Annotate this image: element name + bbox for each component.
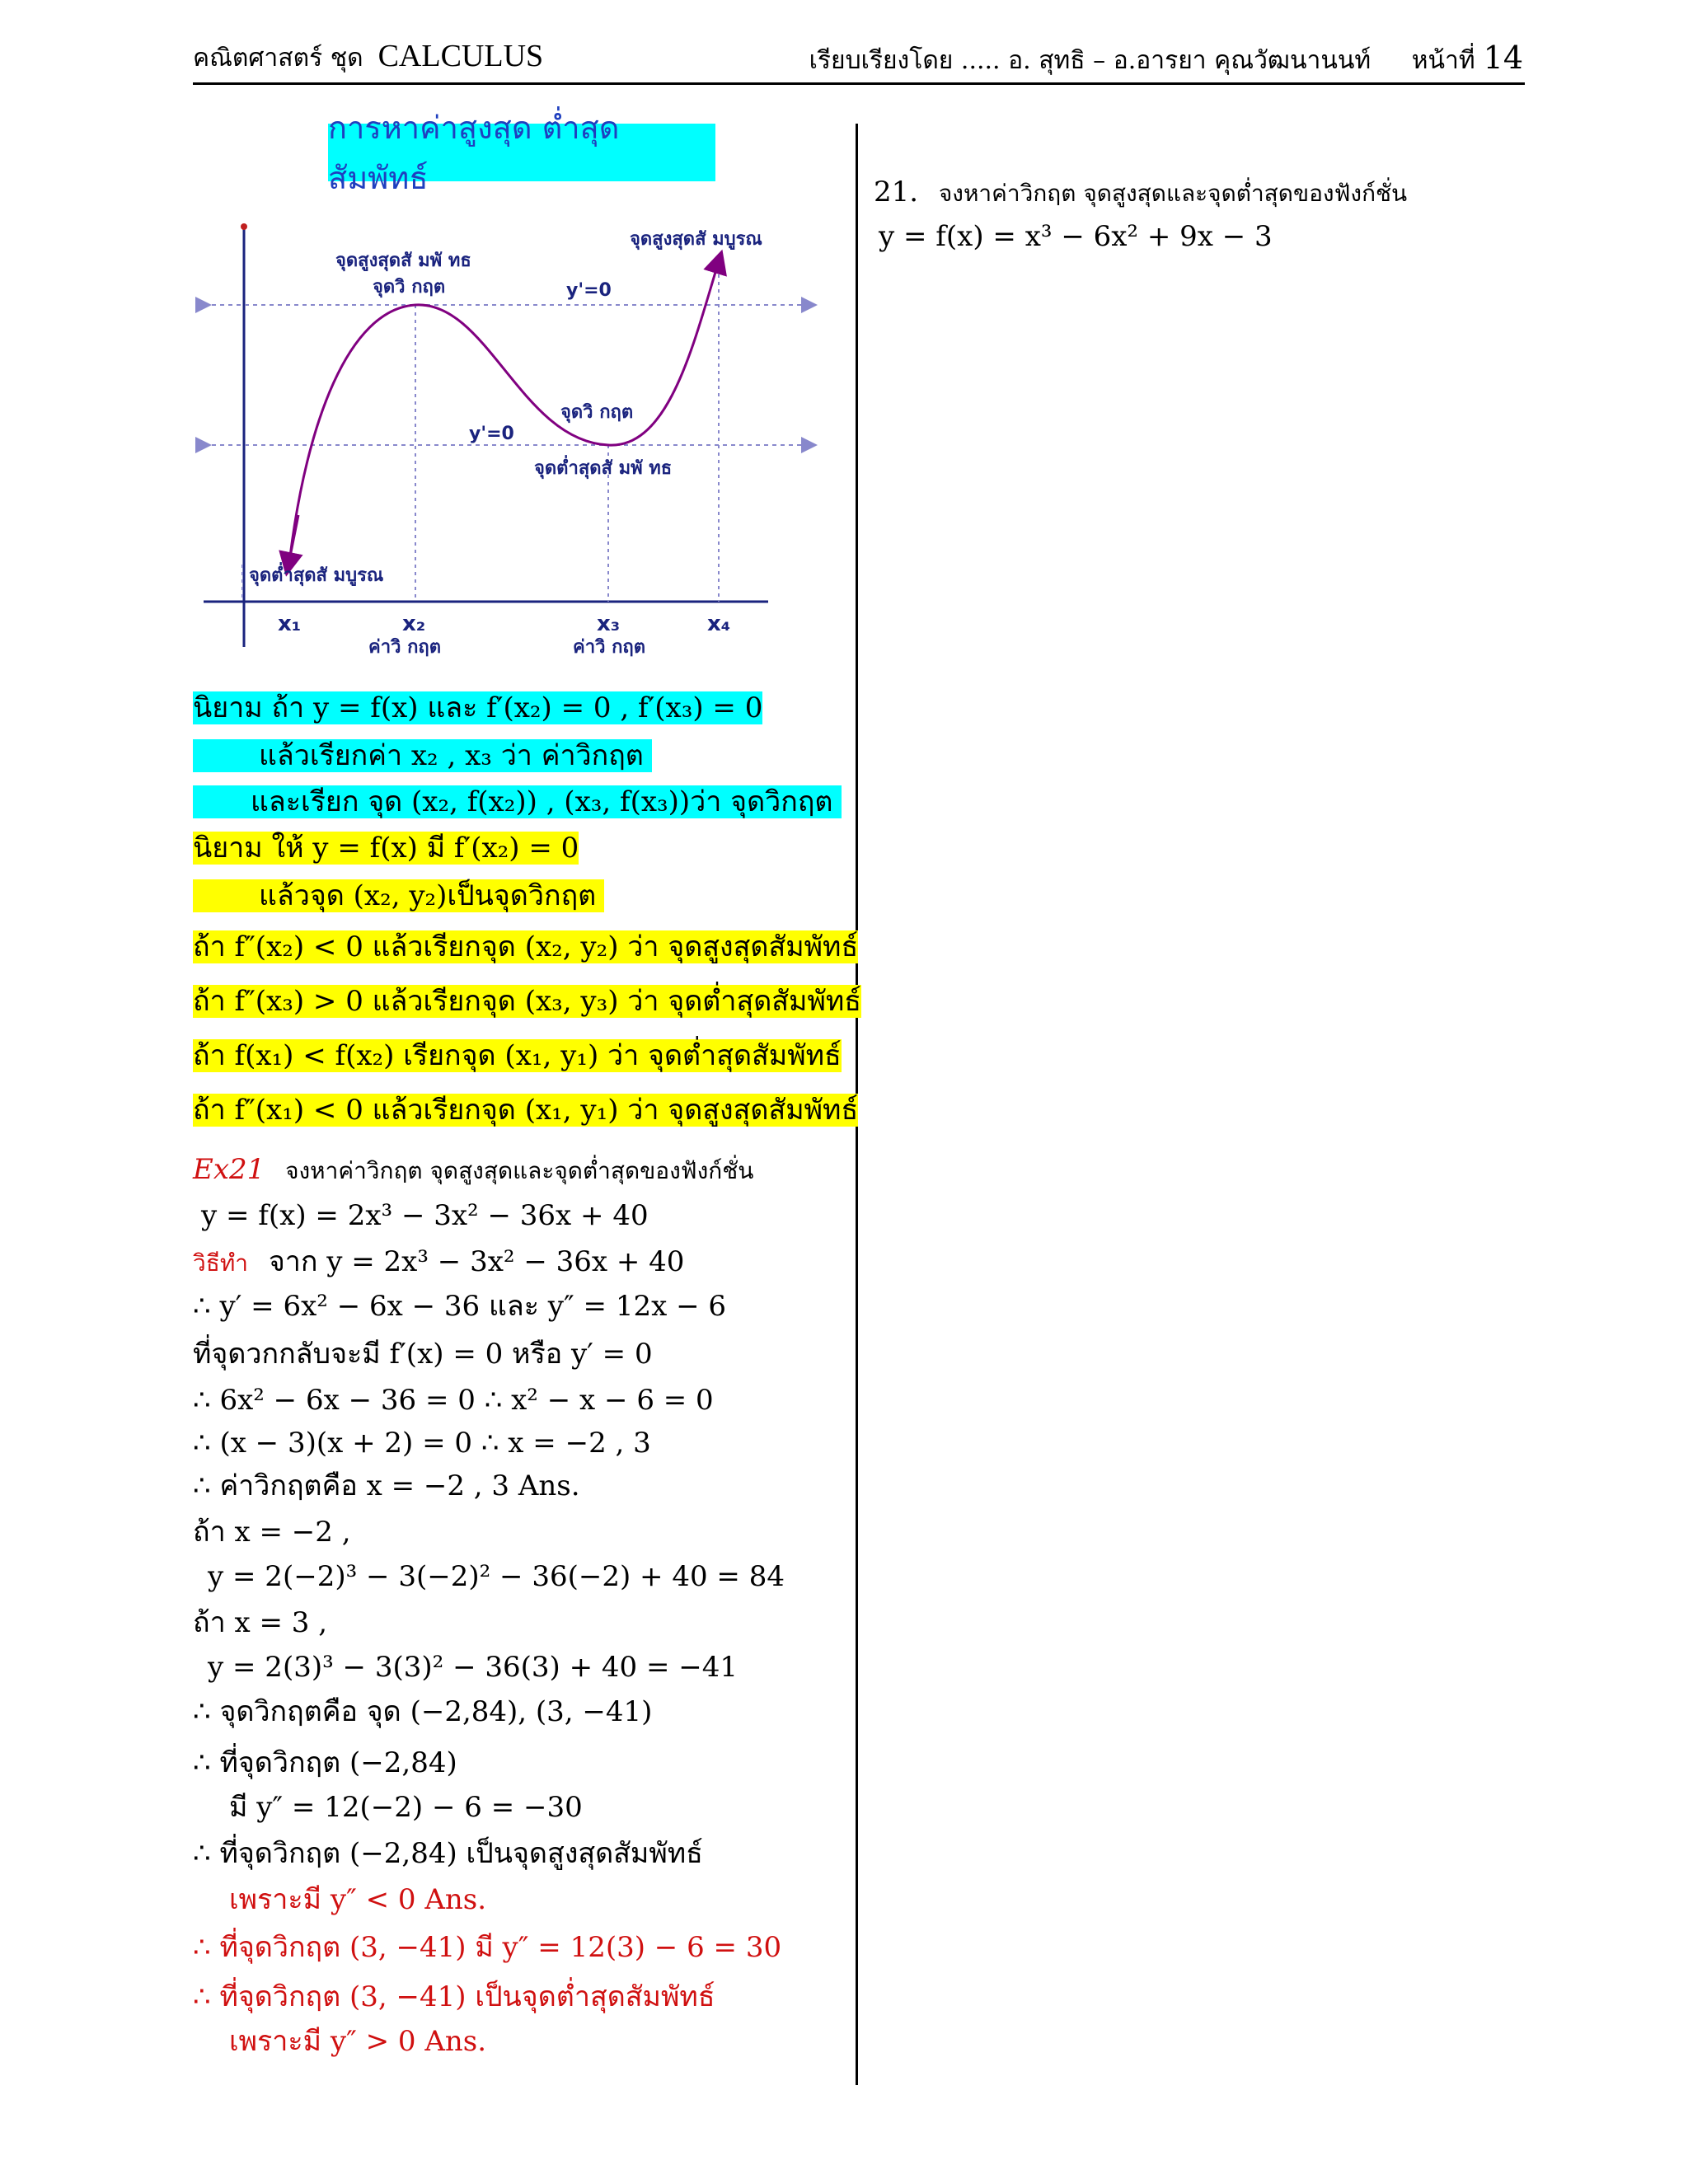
solution-step-13: มี y″ = 12(−2) − 6 = −30	[229, 1791, 583, 1824]
page-label: หน้าที่	[1411, 46, 1475, 75]
exercise-heading	[874, 168, 1407, 218]
definition-line-2: แล้วเรียกค่า x₂ , x₃ ว่า ค่าวิกฤต	[193, 732, 652, 780]
section-title	[328, 110, 715, 196]
solution-step-9: ถ้า x = 3 ,	[193, 1606, 328, 1639]
solution-step-8: y = 2(−2)³ − 3(−2)² − 36(−2) + 40 = 84	[208, 1560, 785, 1593]
section-title-text: การหาค่าสูงสุด ต่ำสุด สัมพัทธ์	[328, 110, 620, 196]
solution-step-10: y = 2(3)³ − 3(3)² − 36(3) + 40 = −41	[208, 1651, 738, 1684]
solution-step-18: เพราะมี y″ > 0 Ans.	[229, 2025, 487, 2058]
extrema-figure	[191, 218, 826, 668]
label-rel-min: จุดต่ำสุดสั มพั ทธ	[534, 458, 673, 479]
definition-line-3: และเรียก จุด (x₂, f(x₂)) , (x₃, f(x₃))ว่า จุดวิกฤต	[193, 778, 842, 826]
subject-text: คณิตศาสตร์ ชุด	[193, 44, 363, 73]
exercise-question: จงหาค่าวิกฤต จุดสูงสุดและจุดต่ำสุดของฟังก์ชั่น	[938, 180, 1408, 207]
label-abs-max: จุดสูงสุดสั มบูรณ	[630, 229, 762, 250]
label-x1: x₁	[278, 612, 302, 636]
label-critical-2: จุดวิ กฤต	[560, 402, 634, 423]
y-axis-top-dot	[241, 223, 247, 230]
header-rule	[193, 82, 1525, 85]
solution-step-14: ∴ ที่จุดวิกฤต (−2,84) เป็นจุดสูงสุดสัมพัทธ์	[193, 1837, 703, 1870]
definition-line-6: ถ้า f″(x₂) < 0 แล้วเรียกจุด (x₂, y₂) ว่า จุดสูงสุดสัมพัทธ์	[193, 930, 859, 963]
exercise-function: y = f(x) = x³ − 6x² + 9x − 3	[879, 220, 1273, 253]
solution-step-12: ∴ ที่จุดวิกฤต (−2,84)	[193, 1746, 457, 1779]
solution-step-2: ∴ y′ = 6x² − 6x − 36 และ y″ = 12x − 6	[193, 1290, 726, 1323]
example-question: จงหาค่าวิกฤต จุดสูงสุดและจุดต่ำสุดของฟังก์ชั่น	[285, 1157, 754, 1184]
label-crit-val-2: ค่าวิ กฤต	[573, 637, 646, 658]
label-critical-1: จุดวิ กฤต	[373, 277, 446, 298]
label-x2: x₂	[402, 612, 426, 636]
label-x3: x₃	[597, 612, 621, 636]
example-heading	[193, 1146, 753, 1195]
example-function: y = f(x) = 2x³ − 3x² − 36x + 40	[201, 1199, 649, 1232]
solution-step-6: ∴ ค่าวิกฤตคือ x = −2 , 3 Ans.	[193, 1469, 580, 1502]
definition-line-1: นิยาม ถ้า y = f(x) และ f′(x₂) = 0 , f′(x₃) = 0	[193, 691, 763, 724]
definition-line-4: นิยาม ให้ y = f(x) มี f′(x₂) = 0	[193, 832, 579, 865]
solution-step-15: เพราะมี y″ < 0 Ans.	[229, 1883, 487, 1916]
solution-step-4: ∴ 6x² − 6x − 36 = 0 ∴ x² − x − 6 = 0	[193, 1384, 714, 1417]
extrema-diagram	[191, 218, 826, 668]
solution-step-17: ∴ ที่จุดวิกฤต (3, −41) เป็นจุดต่ำสุดสัมพัทธ์	[193, 1980, 715, 2013]
solution-step-1: วิธีทำ จาก y = 2x³ − 3x² − 36x + 40	[193, 1245, 685, 1278]
definition-line-7: ถ้า f″(x₃) > 0 แล้วเรียกจุด (x₃, y₃) ว่า จุดต่ำสุดสัมพัทธ์	[193, 985, 862, 1018]
author-text: เรียบเรียงโดย ..... อ. สุทธิ – อ.อารยา คุณวัฒนานนท์	[809, 46, 1372, 75]
label-x4: x₄	[707, 612, 731, 636]
course-title: CALCULUS	[377, 39, 544, 73]
definition-line-5: แล้วจุด (x₂, y₂)เป็นจุดวิกฤต	[193, 872, 604, 920]
exercise-number: 21.	[874, 176, 919, 209]
solution-label: วิธีทำ	[193, 1249, 248, 1277]
curve-start-arrow	[288, 515, 298, 565]
solution-step-5: ∴ (x − 3)(x + 2) = 0 ∴ x = −2 , 3	[193, 1427, 651, 1460]
page-header	[0, 0, 1688, 91]
definition-line-8: ถ้า f(x₁) < f(x₂) เรียกจุด (x₁, y₁) ว่า จุดต่ำสุดสัมพัทธ์	[193, 1039, 842, 1072]
solution-step-16: ∴ ที่จุดวิกฤต (3, −41) มี y″ = 12(3) − 6 = 30	[193, 1931, 782, 1964]
solution-step-7: ถ้า x = −2 ,	[193, 1516, 351, 1549]
label-rel-max: จุดสูงสุดสั มพั ทธ	[335, 251, 471, 271]
label-crit-val-1: ค่าวิ กฤต	[368, 637, 442, 658]
label-abs-min: จุดต่ำสุดสั มบูรณ	[249, 565, 384, 586]
example-label: Ex21	[193, 1153, 265, 1186]
header-subject	[193, 38, 543, 77]
label-yprime-mid: y'=0	[469, 424, 514, 444]
page-number: 14	[1483, 40, 1523, 76]
header-author	[809, 40, 1523, 80]
label-yprime-top: y'=0	[566, 280, 612, 301]
definition-line-9: ถ้า f″(x₁) < 0 แล้วเรียกจุด (x₁, y₁) ว่า จุดสูงสุดสัมพัทธ์	[193, 1094, 859, 1127]
solution-step-3: ที่จุดวกกลับจะมี f′(x) = 0 หรือ y′ = 0	[193, 1338, 653, 1371]
solution-step-11: ∴ จุดวิกฤตคือ จุด (−2,84), (3, −41)	[193, 1695, 653, 1728]
